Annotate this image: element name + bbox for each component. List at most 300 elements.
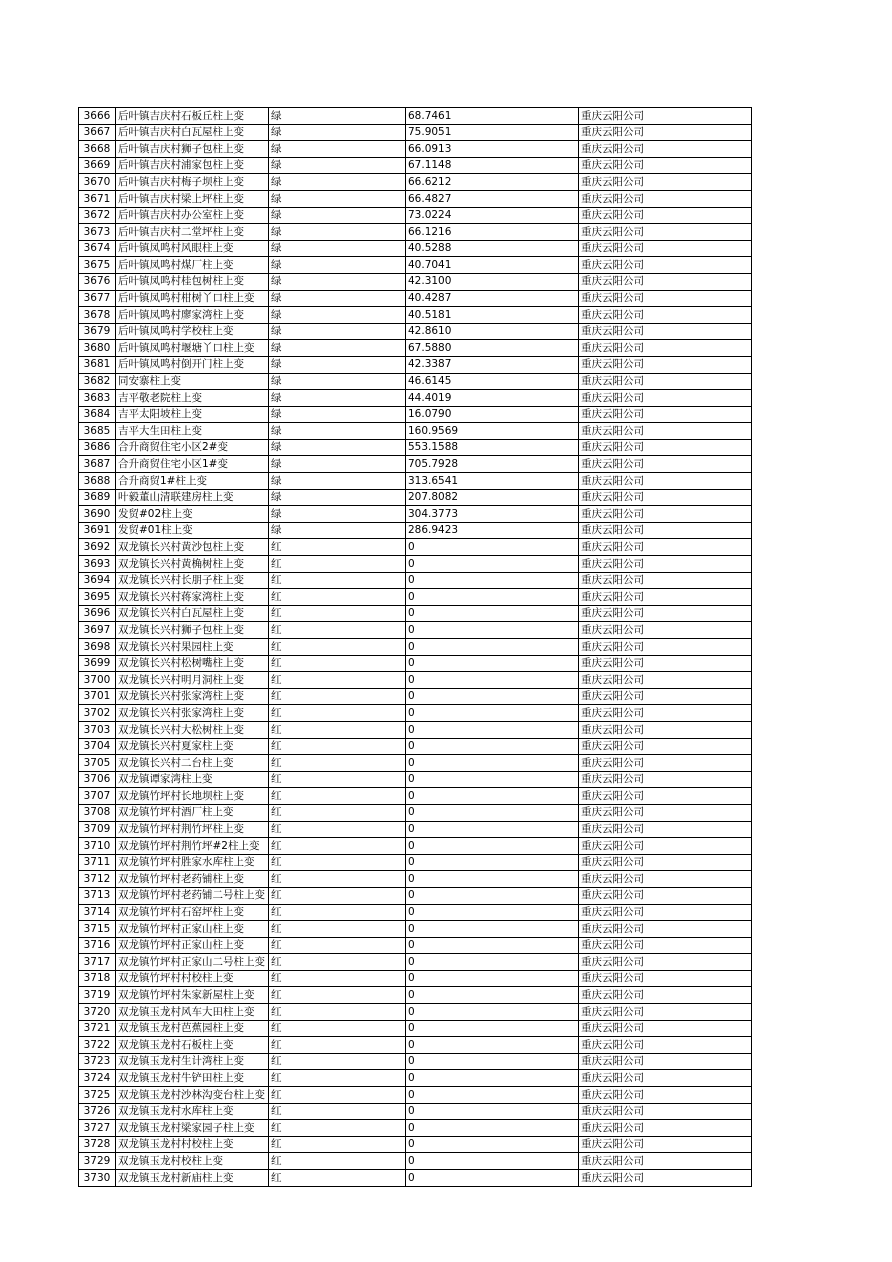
cell-color: 红 bbox=[269, 721, 406, 738]
cell-value: 705.7928 bbox=[406, 456, 579, 473]
table-row bbox=[79, 141, 752, 158]
cell-name: 后叶镇吉庆村白瓦屋柱上变 bbox=[116, 124, 269, 141]
cell-name: 双龙镇竹坪村村校柱上变 bbox=[116, 970, 269, 987]
cell-id: 3690 bbox=[79, 506, 116, 523]
cell-id: 3671 bbox=[79, 190, 116, 207]
cell-color: 红 bbox=[269, 1153, 406, 1170]
cell-value: 0 bbox=[406, 639, 579, 656]
cell-company: 重庆云阳公司 bbox=[579, 307, 752, 324]
cell-company: 重庆云阳公司 bbox=[579, 174, 752, 191]
table-row bbox=[79, 688, 752, 705]
cell-name: 双龙镇竹坪村酒厂柱上变 bbox=[116, 804, 269, 821]
cell-name: 发贸#01柱上变 bbox=[116, 522, 269, 539]
table-row bbox=[79, 821, 752, 838]
cell-color: 绿 bbox=[269, 356, 406, 373]
cell-name: 后叶镇凤鸣村倒开门柱上变 bbox=[116, 356, 269, 373]
cell-company: 重庆云阳公司 bbox=[579, 1037, 752, 1054]
table-row bbox=[79, 406, 752, 423]
cell-company: 重庆云阳公司 bbox=[579, 439, 752, 456]
cell-id: 3682 bbox=[79, 373, 116, 390]
cell-company: 重庆云阳公司 bbox=[579, 771, 752, 788]
cell-name: 双龙镇长兴村黄沙包柱上变 bbox=[116, 539, 269, 556]
cell-name: 双龙镇玉龙村水库柱上变 bbox=[116, 1103, 269, 1120]
cell-color: 红 bbox=[269, 904, 406, 921]
cell-color: 红 bbox=[269, 1020, 406, 1037]
cell-company: 重庆云阳公司 bbox=[579, 1153, 752, 1170]
cell-color: 红 bbox=[269, 771, 406, 788]
cell-id: 3723 bbox=[79, 1053, 116, 1070]
cell-id: 3667 bbox=[79, 124, 116, 141]
cell-value: 40.5181 bbox=[406, 307, 579, 324]
cell-name: 叶毅董山清联建房柱上变 bbox=[116, 489, 269, 506]
table-row bbox=[79, 605, 752, 622]
cell-company: 重庆云阳公司 bbox=[579, 1087, 752, 1104]
cell-value: 0 bbox=[406, 655, 579, 672]
cell-name: 双龙镇谭家湾柱上变 bbox=[116, 771, 269, 788]
cell-id: 3722 bbox=[79, 1037, 116, 1054]
cell-id: 3717 bbox=[79, 954, 116, 971]
cell-name: 合升商贸住宅小区1#变 bbox=[116, 456, 269, 473]
cell-value: 66.6212 bbox=[406, 174, 579, 191]
cell-color: 绿 bbox=[269, 190, 406, 207]
table-row bbox=[79, 771, 752, 788]
cell-id: 3710 bbox=[79, 838, 116, 855]
cell-color: 红 bbox=[269, 556, 406, 573]
cell-name: 吉平大生田柱上变 bbox=[116, 423, 269, 440]
cell-value: 0 bbox=[406, 821, 579, 838]
cell-name: 同安寨柱上变 bbox=[116, 373, 269, 390]
cell-value: 46.6145 bbox=[406, 373, 579, 390]
table-row bbox=[79, 639, 752, 656]
cell-value: 0 bbox=[406, 838, 579, 855]
table-row bbox=[79, 257, 752, 274]
cell-id: 3689 bbox=[79, 489, 116, 506]
table-row bbox=[79, 921, 752, 938]
cell-value: 0 bbox=[406, 1136, 579, 1153]
table-row bbox=[79, 1020, 752, 1037]
cell-value: 0 bbox=[406, 771, 579, 788]
cell-id: 3726 bbox=[79, 1103, 116, 1120]
cell-name: 合升商贸1#柱上变 bbox=[116, 473, 269, 490]
cell-name: 双龙镇长兴村蒋家湾柱上变 bbox=[116, 589, 269, 606]
cell-color: 红 bbox=[269, 672, 406, 689]
cell-name: 双龙镇竹坪村正家山二号柱上变 bbox=[116, 954, 269, 971]
cell-value: 0 bbox=[406, 589, 579, 606]
table-row bbox=[79, 954, 752, 971]
table-row bbox=[79, 672, 752, 689]
table-row bbox=[79, 887, 752, 904]
cell-company: 重庆云阳公司 bbox=[579, 157, 752, 174]
cell-color: 绿 bbox=[269, 240, 406, 257]
cell-company: 重庆云阳公司 bbox=[579, 721, 752, 738]
cell-name: 合升商贸住宅小区2#变 bbox=[116, 439, 269, 456]
cell-name: 吉平敬老院柱上变 bbox=[116, 390, 269, 407]
cell-value: 40.4287 bbox=[406, 290, 579, 307]
cell-company: 重庆云阳公司 bbox=[579, 473, 752, 490]
cell-value: 0 bbox=[406, 1103, 579, 1120]
cell-name: 双龙镇玉龙村生计湾柱上变 bbox=[116, 1053, 269, 1070]
cell-color: 红 bbox=[269, 605, 406, 622]
cell-id: 3683 bbox=[79, 390, 116, 407]
cell-id: 3701 bbox=[79, 688, 116, 705]
cell-color: 红 bbox=[269, 987, 406, 1004]
cell-id: 3720 bbox=[79, 1004, 116, 1021]
cell-company: 重庆云阳公司 bbox=[579, 141, 752, 158]
cell-name: 双龙镇竹坪村胜家水库柱上变 bbox=[116, 854, 269, 871]
cell-name: 双龙镇竹坪村荆竹坪#2柱上变 bbox=[116, 838, 269, 855]
cell-value: 66.1216 bbox=[406, 224, 579, 241]
cell-name: 双龙镇长兴村狮子包柱上变 bbox=[116, 622, 269, 639]
cell-color: 红 bbox=[269, 1120, 406, 1137]
cell-name: 双龙镇长兴村松树嘴柱上变 bbox=[116, 655, 269, 672]
cell-color: 红 bbox=[269, 804, 406, 821]
cell-name: 双龙镇玉龙村梁家园子柱上变 bbox=[116, 1120, 269, 1137]
cell-value: 0 bbox=[406, 887, 579, 904]
cell-name: 发贸#02柱上变 bbox=[116, 506, 269, 523]
cell-color: 绿 bbox=[269, 290, 406, 307]
cell-company: 重庆云阳公司 bbox=[579, 373, 752, 390]
cell-value: 40.7041 bbox=[406, 257, 579, 274]
table-row bbox=[79, 755, 752, 772]
cell-id: 3692 bbox=[79, 539, 116, 556]
cell-company: 重庆云阳公司 bbox=[579, 1103, 752, 1120]
table-row bbox=[79, 423, 752, 440]
cell-name: 双龙镇玉龙村风车大田柱上变 bbox=[116, 1004, 269, 1021]
cell-company: 重庆云阳公司 bbox=[579, 887, 752, 904]
cell-name: 双龙镇竹坪村老药铺二号柱上变 bbox=[116, 887, 269, 904]
cell-value: 67.5880 bbox=[406, 340, 579, 357]
cell-color: 红 bbox=[269, 921, 406, 938]
cell-value: 553.1588 bbox=[406, 439, 579, 456]
cell-value: 0 bbox=[406, 954, 579, 971]
cell-color: 绿 bbox=[269, 273, 406, 290]
cell-id: 3719 bbox=[79, 987, 116, 1004]
cell-name: 后叶镇凤鸣村廖家湾柱上变 bbox=[116, 307, 269, 324]
cell-id: 3676 bbox=[79, 273, 116, 290]
table-row bbox=[79, 1136, 752, 1153]
cell-name: 双龙镇竹坪村正家山柱上变 bbox=[116, 937, 269, 954]
cell-company: 重庆云阳公司 bbox=[579, 273, 752, 290]
table-row bbox=[79, 655, 752, 672]
cell-id: 3680 bbox=[79, 340, 116, 357]
table-row bbox=[79, 804, 752, 821]
table-row bbox=[79, 1120, 752, 1137]
cell-company: 重庆云阳公司 bbox=[579, 456, 752, 473]
table-row bbox=[79, 290, 752, 307]
cell-name: 双龙镇玉龙村校柱上变 bbox=[116, 1153, 269, 1170]
table-row bbox=[79, 1153, 752, 1170]
cell-id: 3684 bbox=[79, 406, 116, 423]
cell-value: 66.4827 bbox=[406, 190, 579, 207]
cell-color: 绿 bbox=[269, 108, 406, 125]
cell-company: 重庆云阳公司 bbox=[579, 755, 752, 772]
cell-id: 3668 bbox=[79, 141, 116, 158]
data-table-container bbox=[78, 107, 726, 1187]
cell-id: 3681 bbox=[79, 356, 116, 373]
table-row bbox=[79, 1037, 752, 1054]
cell-value: 0 bbox=[406, 788, 579, 805]
cell-color: 红 bbox=[269, 1037, 406, 1054]
cell-value: 0 bbox=[406, 987, 579, 1004]
cell-id: 3691 bbox=[79, 522, 116, 539]
cell-name: 后叶镇吉庆村办公室柱上变 bbox=[116, 207, 269, 224]
cell-name: 双龙镇竹坪村石窑坪柱上变 bbox=[116, 904, 269, 921]
cell-name: 双龙镇竹坪村老药铺柱上变 bbox=[116, 871, 269, 888]
cell-name: 双龙镇竹坪村朱家新屋柱上变 bbox=[116, 987, 269, 1004]
cell-value: 0 bbox=[406, 1053, 579, 1070]
cell-value: 0 bbox=[406, 970, 579, 987]
cell-id: 3715 bbox=[79, 921, 116, 938]
cell-id: 3703 bbox=[79, 721, 116, 738]
cell-name: 双龙镇竹坪村荆竹坪柱上变 bbox=[116, 821, 269, 838]
table-row bbox=[79, 589, 752, 606]
cell-company: 重庆云阳公司 bbox=[579, 904, 752, 921]
cell-company: 重庆云阳公司 bbox=[579, 1136, 752, 1153]
cell-id: 3685 bbox=[79, 423, 116, 440]
cell-value: 0 bbox=[406, 688, 579, 705]
cell-name: 双龙镇竹坪村长地坝柱上变 bbox=[116, 788, 269, 805]
cell-name: 双龙镇竹坪村正家山柱上变 bbox=[116, 921, 269, 938]
table-row bbox=[79, 108, 752, 125]
cell-name: 双龙镇玉龙村村校柱上变 bbox=[116, 1136, 269, 1153]
cell-value: 66.0913 bbox=[406, 141, 579, 158]
cell-company: 重庆云阳公司 bbox=[579, 257, 752, 274]
cell-company: 重庆云阳公司 bbox=[579, 224, 752, 241]
cell-color: 绿 bbox=[269, 390, 406, 407]
table-row bbox=[79, 556, 752, 573]
table-row bbox=[79, 904, 752, 921]
cell-company: 重庆云阳公司 bbox=[579, 655, 752, 672]
cell-color: 绿 bbox=[269, 406, 406, 423]
cell-name: 双龙镇长兴村明月洞柱上变 bbox=[116, 672, 269, 689]
cell-value: 0 bbox=[406, 904, 579, 921]
cell-color: 绿 bbox=[269, 174, 406, 191]
cell-name: 双龙镇玉龙村石板柱上变 bbox=[116, 1037, 269, 1054]
table-row bbox=[79, 1070, 752, 1087]
cell-id: 3666 bbox=[79, 108, 116, 125]
table-row bbox=[79, 157, 752, 174]
table-row bbox=[79, 1004, 752, 1021]
cell-value: 0 bbox=[406, 1120, 579, 1137]
cell-value: 0 bbox=[406, 1153, 579, 1170]
cell-company: 重庆云阳公司 bbox=[579, 572, 752, 589]
cell-color: 红 bbox=[269, 688, 406, 705]
cell-name: 后叶镇吉庆村浦家包柱上变 bbox=[116, 157, 269, 174]
cell-id: 3695 bbox=[79, 589, 116, 606]
cell-company: 重庆云阳公司 bbox=[579, 124, 752, 141]
cell-color: 绿 bbox=[269, 439, 406, 456]
cell-color: 绿 bbox=[269, 506, 406, 523]
cell-id: 3675 bbox=[79, 257, 116, 274]
table-row bbox=[79, 970, 752, 987]
table-row bbox=[79, 473, 752, 490]
cell-color: 红 bbox=[269, 639, 406, 656]
cell-company: 重庆云阳公司 bbox=[579, 804, 752, 821]
cell-name: 后叶镇吉庆村二堂坪柱上变 bbox=[116, 224, 269, 241]
cell-company: 重庆云阳公司 bbox=[579, 207, 752, 224]
table-row bbox=[79, 190, 752, 207]
cell-name: 双龙镇长兴村白瓦屋柱上变 bbox=[116, 605, 269, 622]
cell-company: 重庆云阳公司 bbox=[579, 871, 752, 888]
cell-id: 3699 bbox=[79, 655, 116, 672]
cell-id: 3728 bbox=[79, 1136, 116, 1153]
cell-id: 3704 bbox=[79, 738, 116, 755]
cell-color: 绿 bbox=[269, 141, 406, 158]
cell-name: 后叶镇吉庆村梁上坪柱上变 bbox=[116, 190, 269, 207]
table-row bbox=[79, 738, 752, 755]
cell-value: 0 bbox=[406, 556, 579, 573]
cell-company: 重庆云阳公司 bbox=[579, 970, 752, 987]
cell-value: 0 bbox=[406, 572, 579, 589]
cell-company: 重庆云阳公司 bbox=[579, 937, 752, 954]
table-row bbox=[79, 240, 752, 257]
cell-value: 0 bbox=[406, 1037, 579, 1054]
table-row bbox=[79, 1170, 752, 1187]
cell-color: 红 bbox=[269, 705, 406, 722]
table-row bbox=[79, 1053, 752, 1070]
cell-value: 40.5288 bbox=[406, 240, 579, 257]
cell-color: 红 bbox=[269, 854, 406, 871]
cell-id: 3713 bbox=[79, 887, 116, 904]
cell-id: 3702 bbox=[79, 705, 116, 722]
cell-color: 红 bbox=[269, 970, 406, 987]
table-row bbox=[79, 356, 752, 373]
cell-color: 红 bbox=[269, 937, 406, 954]
cell-id: 3673 bbox=[79, 224, 116, 241]
cell-color: 绿 bbox=[269, 124, 406, 141]
cell-name: 双龙镇长兴村大松树柱上变 bbox=[116, 721, 269, 738]
cell-name: 双龙镇长兴村张家湾柱上变 bbox=[116, 705, 269, 722]
table-row bbox=[79, 174, 752, 191]
cell-company: 重庆云阳公司 bbox=[579, 821, 752, 838]
cell-id: 3687 bbox=[79, 456, 116, 473]
cell-name: 双龙镇长兴村长朋子柱上变 bbox=[116, 572, 269, 589]
cell-id: 3700 bbox=[79, 672, 116, 689]
cell-company: 重庆云阳公司 bbox=[579, 788, 752, 805]
table-row bbox=[79, 224, 752, 241]
cell-company: 重庆云阳公司 bbox=[579, 356, 752, 373]
cell-id: 3705 bbox=[79, 755, 116, 772]
cell-value: 0 bbox=[406, 937, 579, 954]
cell-company: 重庆云阳公司 bbox=[579, 622, 752, 639]
cell-name: 后叶镇凤鸣村风眼柱上变 bbox=[116, 240, 269, 257]
cell-value: 0 bbox=[406, 539, 579, 556]
cell-value: 73.0224 bbox=[406, 207, 579, 224]
cell-color: 绿 bbox=[269, 522, 406, 539]
table-row bbox=[79, 1087, 752, 1104]
cell-value: 0 bbox=[406, 804, 579, 821]
table-row bbox=[79, 124, 752, 141]
cell-value: 44.4019 bbox=[406, 390, 579, 407]
cell-name: 双龙镇长兴村果园柱上变 bbox=[116, 639, 269, 656]
cell-value: 0 bbox=[406, 1087, 579, 1104]
cell-value: 42.8610 bbox=[406, 323, 579, 340]
cell-name: 后叶镇凤鸣村煤厂柱上变 bbox=[116, 257, 269, 274]
table-row bbox=[79, 788, 752, 805]
cell-value: 0 bbox=[406, 755, 579, 772]
table-row bbox=[79, 1103, 752, 1120]
cell-company: 重庆云阳公司 bbox=[579, 390, 752, 407]
cell-color: 红 bbox=[269, 589, 406, 606]
cell-color: 绿 bbox=[269, 340, 406, 357]
cell-company: 重庆云阳公司 bbox=[579, 954, 752, 971]
cell-company: 重庆云阳公司 bbox=[579, 688, 752, 705]
cell-value: 0 bbox=[406, 605, 579, 622]
table-row bbox=[79, 323, 752, 340]
cell-color: 绿 bbox=[269, 307, 406, 324]
cell-company: 重庆云阳公司 bbox=[579, 987, 752, 1004]
table-row bbox=[79, 721, 752, 738]
cell-company: 重庆云阳公司 bbox=[579, 705, 752, 722]
cell-color: 红 bbox=[269, 539, 406, 556]
cell-id: 3718 bbox=[79, 970, 116, 987]
cell-company: 重庆云阳公司 bbox=[579, 1020, 752, 1037]
cell-id: 3669 bbox=[79, 157, 116, 174]
table-row bbox=[79, 705, 752, 722]
cell-id: 3677 bbox=[79, 290, 116, 307]
cell-value: 68.7461 bbox=[406, 108, 579, 125]
cell-color: 红 bbox=[269, 788, 406, 805]
cell-id: 3686 bbox=[79, 439, 116, 456]
cell-company: 重庆云阳公司 bbox=[579, 556, 752, 573]
table-row bbox=[79, 539, 752, 556]
cell-company: 重庆云阳公司 bbox=[579, 489, 752, 506]
cell-id: 3688 bbox=[79, 473, 116, 490]
table-row bbox=[79, 456, 752, 473]
cell-color: 绿 bbox=[269, 456, 406, 473]
cell-color: 红 bbox=[269, 1070, 406, 1087]
cell-color: 绿 bbox=[269, 207, 406, 224]
cell-company: 重庆云阳公司 bbox=[579, 672, 752, 689]
cell-name: 双龙镇长兴村夏家柱上变 bbox=[116, 738, 269, 755]
cell-color: 红 bbox=[269, 1004, 406, 1021]
cell-company: 重庆云阳公司 bbox=[579, 1053, 752, 1070]
cell-company: 重庆云阳公司 bbox=[579, 605, 752, 622]
cell-color: 绿 bbox=[269, 157, 406, 174]
cell-color: 红 bbox=[269, 838, 406, 855]
table-row bbox=[79, 522, 752, 539]
cell-color: 绿 bbox=[269, 373, 406, 390]
cell-company: 重庆云阳公司 bbox=[579, 506, 752, 523]
cell-company: 重庆云阳公司 bbox=[579, 921, 752, 938]
cell-company: 重庆云阳公司 bbox=[579, 240, 752, 257]
cell-color: 红 bbox=[269, 1087, 406, 1104]
cell-color: 红 bbox=[269, 871, 406, 888]
cell-id: 3711 bbox=[79, 854, 116, 871]
cell-id: 3708 bbox=[79, 804, 116, 821]
table-row bbox=[79, 273, 752, 290]
cell-value: 0 bbox=[406, 921, 579, 938]
table-row bbox=[79, 340, 752, 357]
cell-id: 3694 bbox=[79, 572, 116, 589]
cell-company: 重庆云阳公司 bbox=[579, 406, 752, 423]
cell-id: 3709 bbox=[79, 821, 116, 838]
cell-value: 0 bbox=[406, 721, 579, 738]
cell-color: 红 bbox=[269, 572, 406, 589]
cell-value: 0 bbox=[406, 622, 579, 639]
cell-name: 后叶镇吉庆村石板丘柱上变 bbox=[116, 108, 269, 125]
cell-company: 重庆云阳公司 bbox=[579, 423, 752, 440]
cell-id: 3670 bbox=[79, 174, 116, 191]
cell-id: 3674 bbox=[79, 240, 116, 257]
cell-name: 后叶镇凤鸣村桂包树柱上变 bbox=[116, 273, 269, 290]
cell-color: 红 bbox=[269, 1136, 406, 1153]
cell-name: 双龙镇长兴村黄桷树柱上变 bbox=[116, 556, 269, 573]
cell-id: 3693 bbox=[79, 556, 116, 573]
cell-id: 3730 bbox=[79, 1170, 116, 1187]
cell-company: 重庆云阳公司 bbox=[579, 1004, 752, 1021]
cell-value: 0 bbox=[406, 738, 579, 755]
